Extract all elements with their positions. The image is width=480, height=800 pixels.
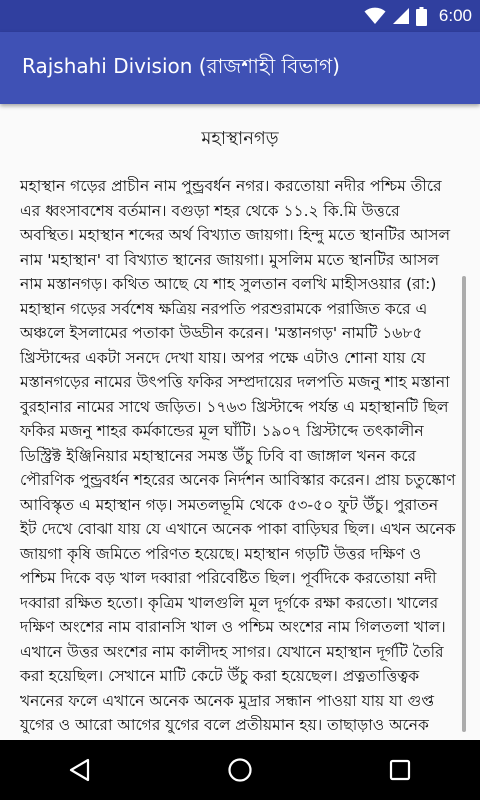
article-body: মহাস্থান গড়ের প্রাচীন নাম পুন্ড্রবর্ধন নগর। করতোয়া নদীর পশ্চিম তীরে এর ধ্বংসাবশেষ বর্তমান। বগুড়া শহর থেকে ১১.২ কি.মি উত্তরে অবস্থিত। মহাস্থান শব্দের অর্থ বিখ্যাত জায়গা। হিন্দু মতে স্থানটির আসল নাম 'মহাস্থান' বা বিখ্যাত স্থানের জায়গা। মুসলিম মতে স্থানটির আসল নাম মস্তানগড়। কথিত আছে যে শাহ সুলতান বলখি মাহীসওয়ার (রা:) মহাস্থান গড়ের সর্বশেষ ক্ষত্রিয় নরপতি পরশুরামকে পরাজিত করে এ অঞ্চলে ইসলামের পতাকা উড্ডীন করেন। 'মস্তানগড়' নামটি ১৬৮৫ খ্রিস্টাব্দের একটা সনদে দেখা যায়। অপর পক্ষে এটাও শোনা যায় যে মস্তানগড়ের নামের উৎপত্তি ফকির সম্প্রদায়ের দলপতি মজনু শাহ মস্তানা বুরহানার নামের সাথে জড়িত। ১৭৬৩ খ্রিস্টাব্দে পর্যন্ত এ মহাস্থানটি ছিল ফকির মজনু শাহর কর্মকান্ডের মূল ঘাঁটি। ১৯০৭ খ্রিস্টাব্দে তৎকালীন ডিস্ট্রিক্ট ইঞ্জিনিয়ার মহাস্থানের সমস্ত উঁচু ঢিবি বা জাঙ্গাল খনন করে পৌরণিক পুন্ড্রবর্ধন শহরের অনেক নির্দশন আবিস্কার করেন। প্রায় চতুষ্কোণ আবিস্কৃত এ মহাস্থান গড়। সমতলভূমি থেকে ৫৩-৫০ ফুট উঁচু। পুরাতন ইট দেখে বোঝা যায় যে এখানে অনেক পাকা বাড়িঘর ছিল। এখন অনেক জায়গা কৃষি জমিতে পরিণত হয়েছে। মহাস্থান গড়টি উত্তর দক্ষিণ ও পশ্চিম দিকে বড় খাল দব্বারা পরিবেষ্টিত ছিল। পূর্বদিকে করতোয়া নদী দব্বারা রক্ষিত হতো। কৃত্রিম খালগুলি মূল দূর্গকে রক্ষা করতো। খালের দক্ষিণ অংশের নাম বারানসি খাল ও পশ্চিম অংশের নাম গিলতলা খাল। এখানে উত্তর অংশের নাম কালীদহ সাগর। যেখানে মহাস্থান দূর্গটি তৈরি করা হয়েছিল। সেখানে মাটি কেটে উঁচু করা হয়েছেল। প্রত্নতাত্তিত্বক খননের ফলে এখানে অনেক অনেক মুদ্রার সন্ধান পাওয়া যায় যা গুপ্ত যুগের ও আরো আগের যুগের বলে প্রতীয়মান হয়। তাছাড়াও অনেক [20, 177, 456, 734]
status-icons [364, 0, 472, 32]
home-button[interactable] [200, 740, 280, 800]
battery-icon [416, 7, 427, 26]
recents-button[interactable] [360, 740, 440, 800]
back-button[interactable] [40, 740, 120, 800]
app-title: Rajshahi Division (রাজশাহী বিভাগ) [22, 53, 340, 78]
signal-icon [392, 7, 410, 25]
navigation-bar [0, 740, 480, 800]
app-bar [0, 32, 480, 104]
article-title: মহাস্থানগড় [201, 128, 279, 149]
article-content[interactable] [0, 104, 480, 740]
scrollbar[interactable] [462, 276, 466, 732]
back-icon [69, 758, 91, 782]
home-icon [227, 757, 253, 783]
status-time: 6:00 [438, 6, 472, 25]
recents-icon [389, 759, 411, 781]
status-bar [0, 0, 480, 32]
wifi-icon [364, 7, 386, 25]
